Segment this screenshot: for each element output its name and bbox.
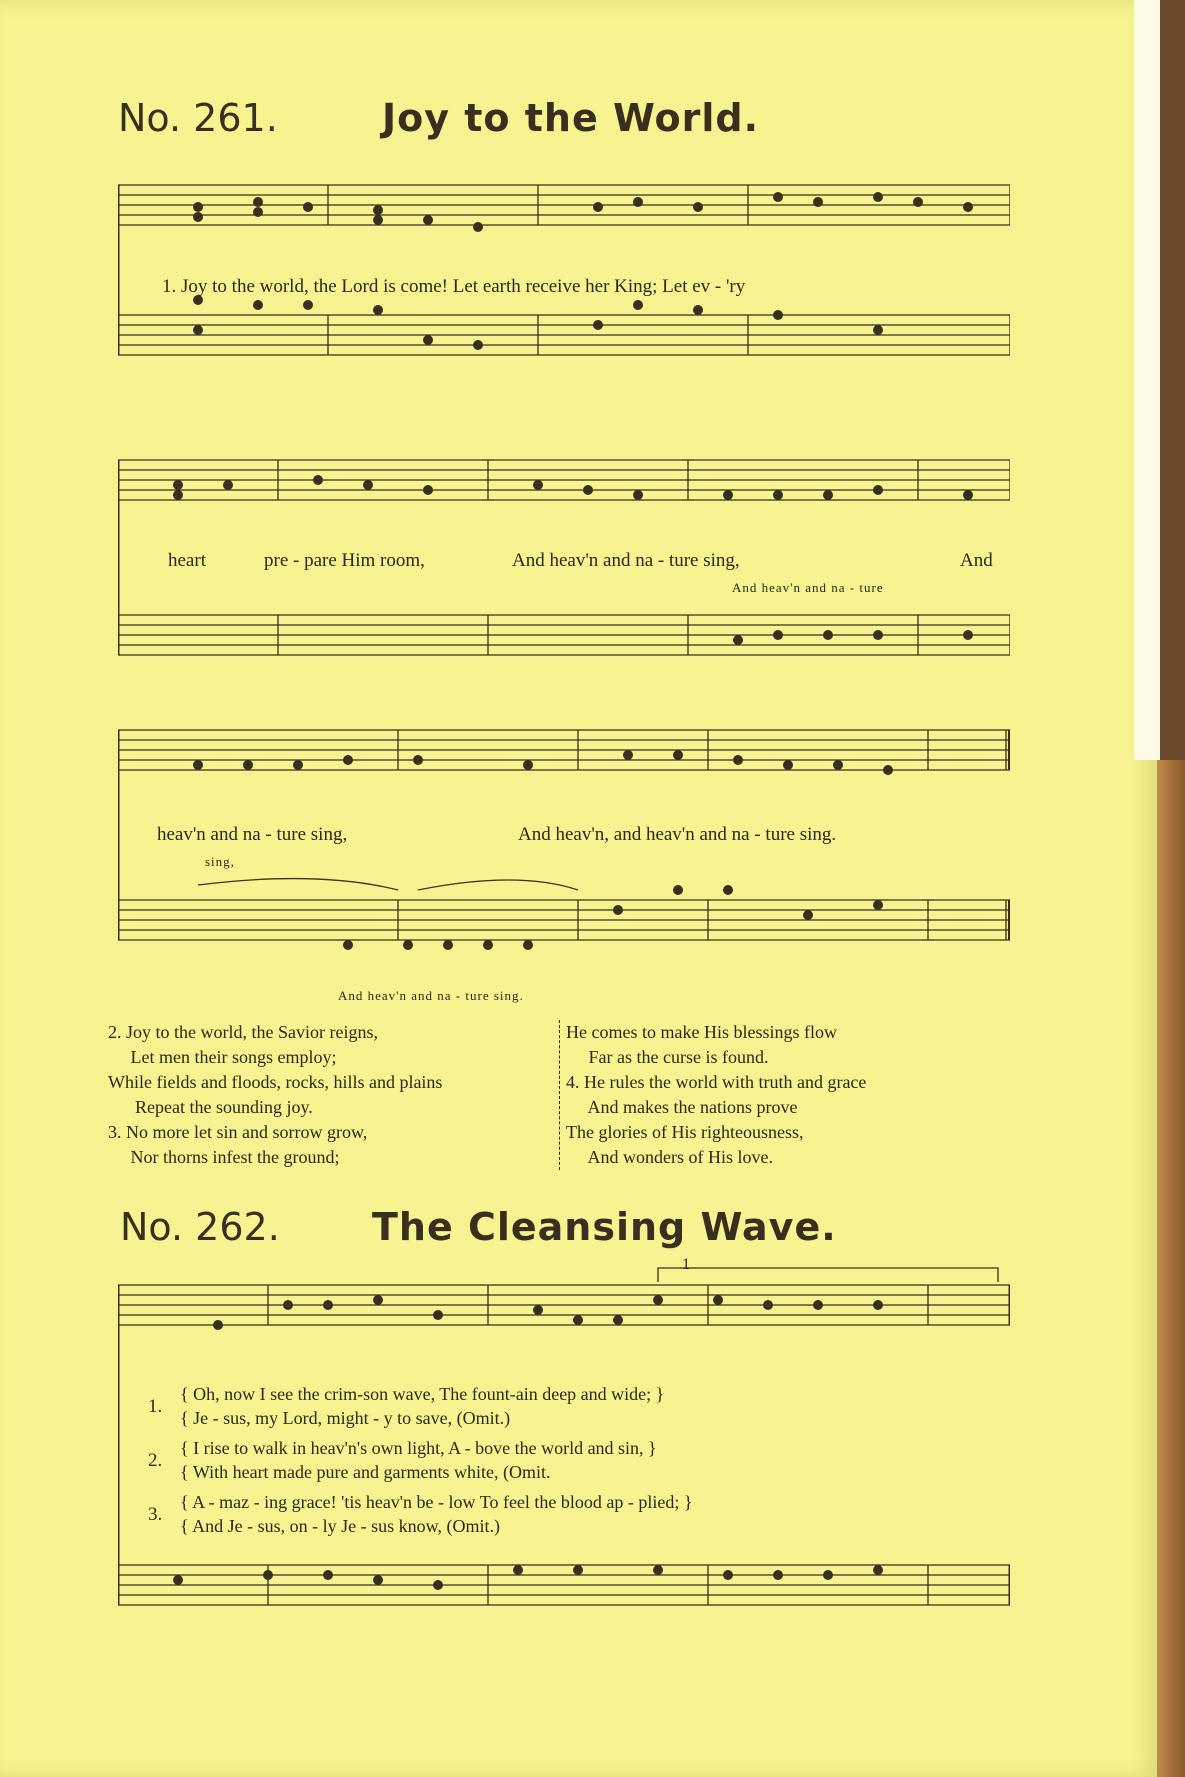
hymn-261-title: Joy to the World. — [382, 96, 760, 140]
hymn-262-number: No. 262. — [120, 1205, 280, 1249]
lyric-line-2-heaven: And heav'n and na - ture sing, — [512, 550, 740, 571]
lyric-line-1: 1. Joy to the world, the Lord is come! Let earth receive her King; Let ev - 'ry — [162, 276, 746, 297]
verse-3-line-b: { And Je - sus, on - ly Je - sus know, (Omit.) — [180, 1516, 500, 1536]
verse-2-line-a: { I rise to walk in heav'n's own light, A - bove the world and sin, } — [180, 1438, 657, 1458]
first-ending-marker: 1 — [682, 1256, 691, 1273]
verse-divider — [559, 1020, 561, 1170]
verses-2-3: 2. Joy to the world, the Savior reigns, Let men their songs employ; While fields and floods, rocks, hills and plains Repeat the sounding joy. 3. No more let sin and sorrow grow, Nor thorns infest the ground; — [108, 1022, 443, 1167]
verse-2-number: 2. — [148, 1450, 163, 1471]
verse-1-number: 1. — [148, 1396, 163, 1417]
lyric-line-3-a: heav'n and na - ture sing, — [157, 824, 348, 845]
music-system-3 — [118, 710, 1010, 990]
lyric-line-2-prepare: pre - pare Him room, — [264, 550, 425, 571]
lyric-line-3-bass: And heav'n and na - ture sing. — [338, 988, 524, 1003]
verse-3-number: 3. — [148, 1504, 163, 1525]
lyric-line-3-b: And heav'n, and heav'n and na - ture sing. — [518, 824, 837, 845]
staff-lines-system-3 — [118, 710, 1010, 990]
lyric-line-2-bass: And heav'n and na - ture — [732, 580, 884, 595]
next-page-edge — [1134, 0, 1160, 760]
hymn-262-title: The Cleansing Wave. — [372, 1205, 837, 1249]
verse-3-line-a: { A - maz - ing grace! 'tis heav'n be - low To feel the blood ap - plied; } — [180, 1492, 693, 1512]
lyric-line-2-heart: heart — [168, 550, 206, 571]
verse-1-line-a: { Oh, now I see the crim-son wave, The fount-ain deep and wide; } — [180, 1384, 665, 1404]
hymn-261-number: No. 261. — [118, 96, 278, 140]
lyric-line-3-sing: sing, — [205, 854, 235, 869]
verse-1-line-b: { Je - sus, my Lord, might - y to save, (Omit.) — [180, 1408, 511, 1428]
verse-2-line-b: { With heart made pure and garments white, (Omit. — [180, 1462, 551, 1482]
verses-3-4: He comes to make His blessings flow Far as the curse is found. 4. He rules the world with truth and grace And makes the nations prove The glories of His righteousness, And wonders of His love. — [566, 1022, 867, 1167]
book-spine-edge — [1157, 760, 1185, 1777]
lyric-line-2-and: And — [960, 550, 993, 571]
